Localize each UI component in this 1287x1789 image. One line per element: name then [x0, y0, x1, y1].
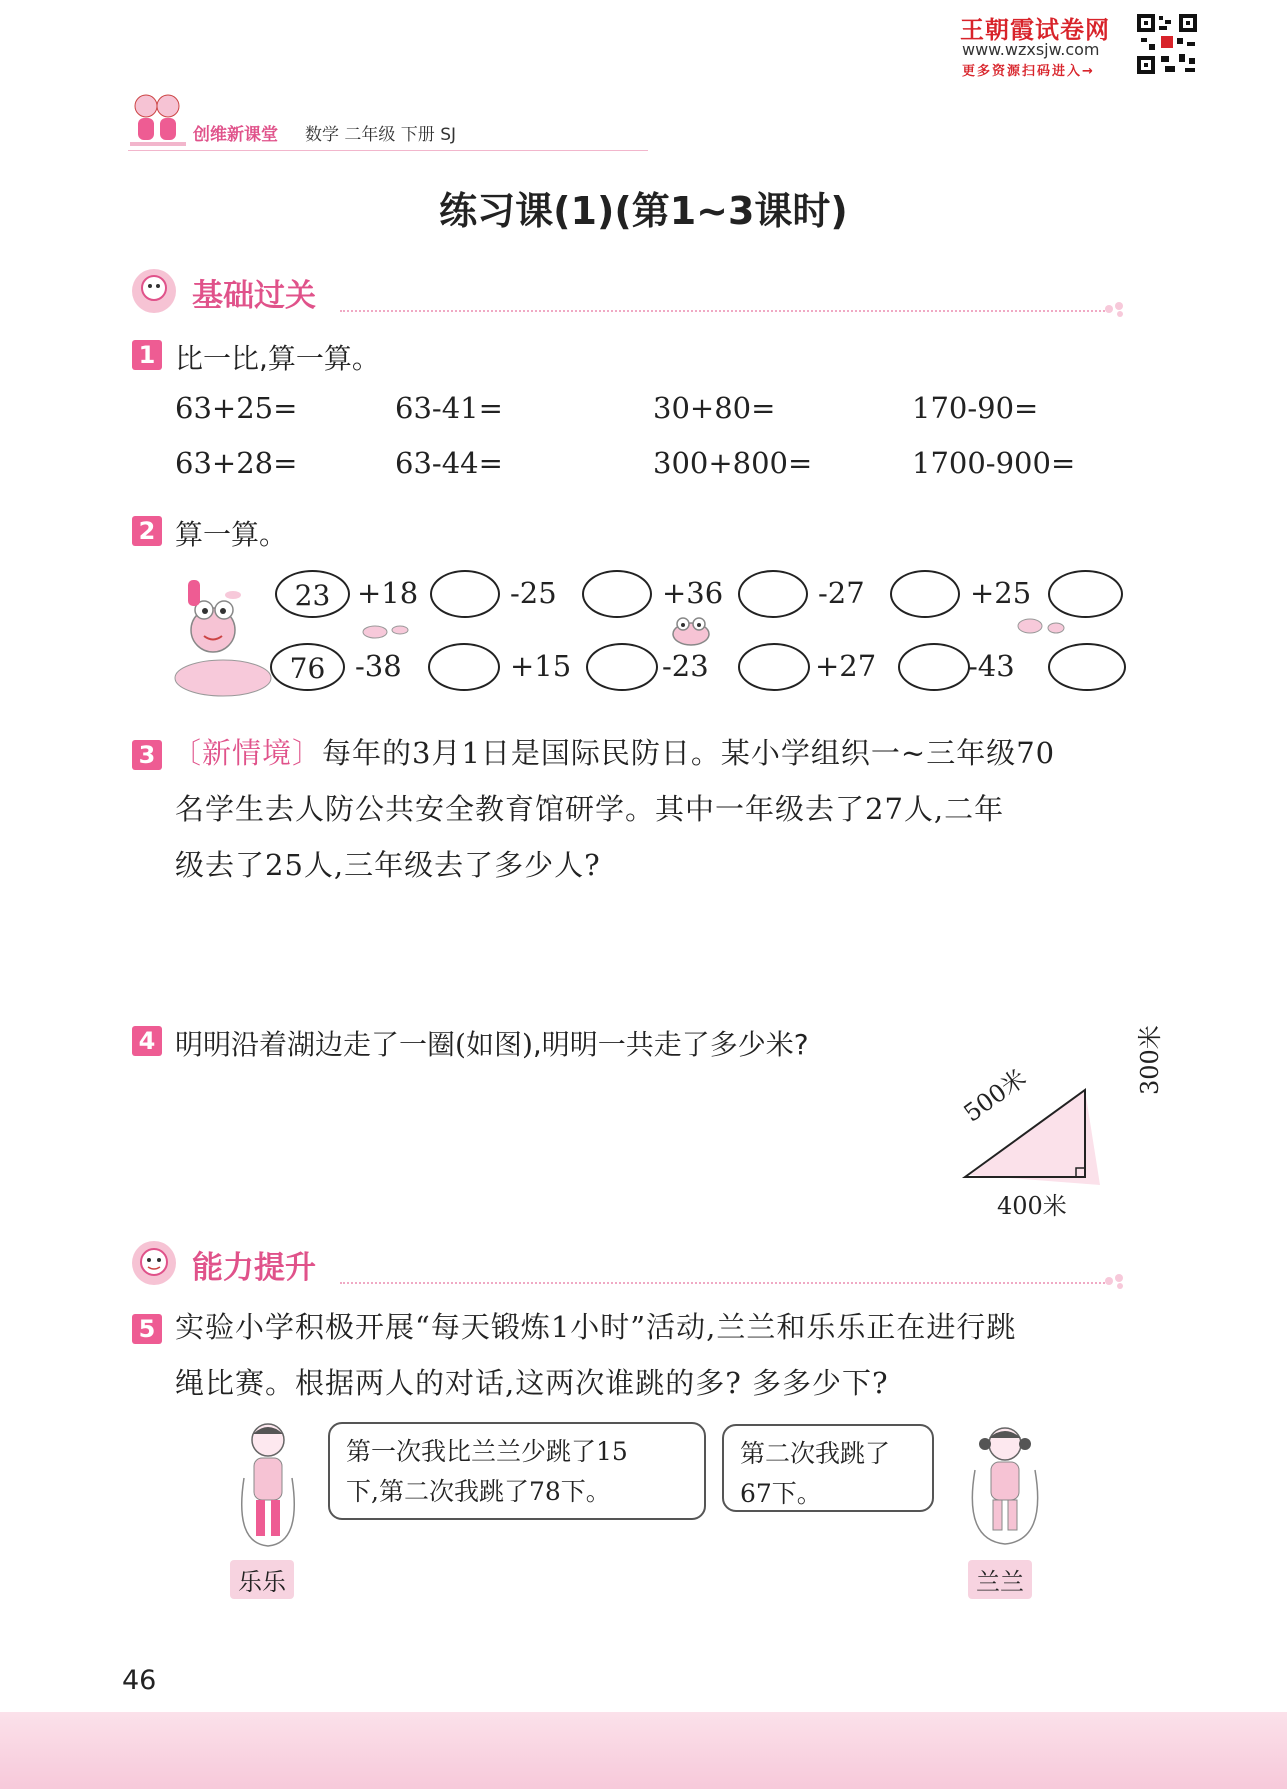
question-number: 4: [132, 1026, 162, 1056]
question-number: 3: [132, 740, 162, 770]
equation: 63+25=: [175, 391, 298, 425]
answer-bubble[interactable]: [738, 570, 808, 618]
chain-start-value: 23: [275, 570, 350, 618]
chain-operation: +18: [357, 576, 419, 610]
section-mascot-icon: [128, 1238, 184, 1288]
question-prompt: [175, 1023, 809, 1063]
name-label-lele: 乐乐: [230, 1560, 294, 1599]
section-rule-basic: [340, 310, 1105, 312]
chain-operation: +27: [815, 649, 877, 683]
side-label-base: 400米: [997, 1192, 1067, 1220]
prompt-part: 明明沿着湖边走了一圈: [175, 1028, 456, 1061]
prompt-part: (如图): [455, 1028, 533, 1061]
question-line: 名学生去人防公共安全教育馆研学。其中一年级去了27人,二年: [175, 792, 1005, 826]
question-text: [172, 725, 1132, 781]
girl-jumping-rope-icon: [955, 1420, 1055, 1560]
new-context-tag: 〔新情境〕: [172, 736, 323, 770]
question-line: 级去了25人,三年级去了多少人?: [175, 848, 601, 882]
question-prompt: 算一算。: [175, 518, 288, 551]
answer-bubble[interactable]: [1048, 570, 1123, 618]
answer-bubble[interactable]: [586, 643, 658, 691]
chain-operation: +25: [970, 576, 1032, 610]
speech-bubble-lele: [328, 1422, 706, 1520]
kids-logo-icon: [126, 90, 190, 152]
section-title-basic: 基础过关: [192, 278, 316, 314]
brand-scan-hint: 更多资源扫码进入→: [962, 64, 1095, 79]
speech-bubble-lanlan: [722, 1424, 934, 1512]
question-line: 每年的3月1日是国际民防日。某小学组织一~三年级70: [322, 736, 1056, 770]
side-label-hypotenuse: 500米: [958, 1063, 1032, 1128]
equation: 1700-900=: [912, 446, 1076, 480]
answer-bubble[interactable]: [582, 570, 652, 618]
chain-operation: -38: [355, 649, 402, 683]
answer-bubble[interactable]: [738, 643, 810, 691]
chain-operation: -27: [818, 576, 865, 610]
chain-operation: -43: [968, 649, 1015, 683]
page-number: 46: [122, 1665, 157, 1696]
equation: 170-90=: [912, 391, 1039, 425]
subject-info: 数学 二年级 下册 SJ: [305, 125, 457, 145]
section-mascot-icon: [128, 266, 184, 316]
lilypad-decoration-icon: [355, 622, 415, 642]
brand-name: 王朝霞试卷网: [960, 16, 1110, 44]
answer-bubble[interactable]: [890, 570, 960, 618]
equation: 63+28=: [175, 446, 298, 480]
question-number: 5: [132, 1314, 162, 1344]
question-line: 绳比赛。根据两人的对话,这两次谁跳的多? 多多少下?: [175, 1366, 889, 1400]
lilypad-decoration-icon: [1010, 614, 1070, 638]
speech-line: 第二次我跳了: [740, 1439, 891, 1468]
small-frog-icon: [668, 612, 714, 648]
section-rule-advanced: [340, 1282, 1105, 1284]
prompt-part: ,明明一共走了多少米?: [532, 1028, 809, 1061]
question-line: 实验小学积极开展“每天锻炼1小时”活动,兰兰和乐乐正在进行跳: [175, 1310, 1017, 1344]
equation: 30+80=: [653, 391, 776, 425]
speech-line: 下,第二次我跳了78下。: [346, 1477, 611, 1506]
speech-line: 第一次我比兰兰少跳了15: [346, 1437, 628, 1466]
page-title: 练习课(1)(第1~3课时): [439, 189, 848, 233]
equation: 300+800=: [653, 446, 813, 480]
equation: 63-41=: [395, 391, 503, 425]
chain-operation: +15: [510, 649, 572, 683]
equation: 63-44=: [395, 446, 503, 480]
name-label-lanlan: 兰兰: [968, 1560, 1032, 1599]
header-divider: [128, 150, 648, 151]
chain-start-value: 76: [270, 643, 345, 691]
question-number: 2: [132, 516, 162, 546]
brand-url[interactable]: www.wzxsjw.com: [962, 40, 1100, 59]
series-name: 创维新课堂: [193, 125, 278, 145]
dots-decoration-icon: [1104, 1271, 1128, 1291]
answer-bubble[interactable]: [430, 570, 500, 618]
side-label-vertical: 300米: [1136, 1025, 1164, 1095]
answer-bubble[interactable]: [898, 643, 970, 691]
answer-bubble[interactable]: [1048, 643, 1126, 691]
question-prompt: 比一比,算一算。: [175, 342, 380, 375]
dots-decoration-icon: [1104, 299, 1128, 319]
frog-on-lilypad-icon: [168, 570, 273, 700]
speech-line: 67下。: [740, 1479, 822, 1508]
answer-bubble[interactable]: [428, 643, 500, 691]
chain-operation: -23: [662, 649, 709, 683]
qr-code-icon[interactable]: [1135, 12, 1199, 76]
boy-jumping-rope-icon: [228, 1418, 308, 1558]
chain-operation: +36: [662, 576, 724, 610]
question-number: 1: [132, 340, 162, 370]
footer-band: [0, 1712, 1287, 1789]
section-title-advanced: 能力提升: [192, 1250, 316, 1286]
chain-operation: -25: [510, 576, 557, 610]
